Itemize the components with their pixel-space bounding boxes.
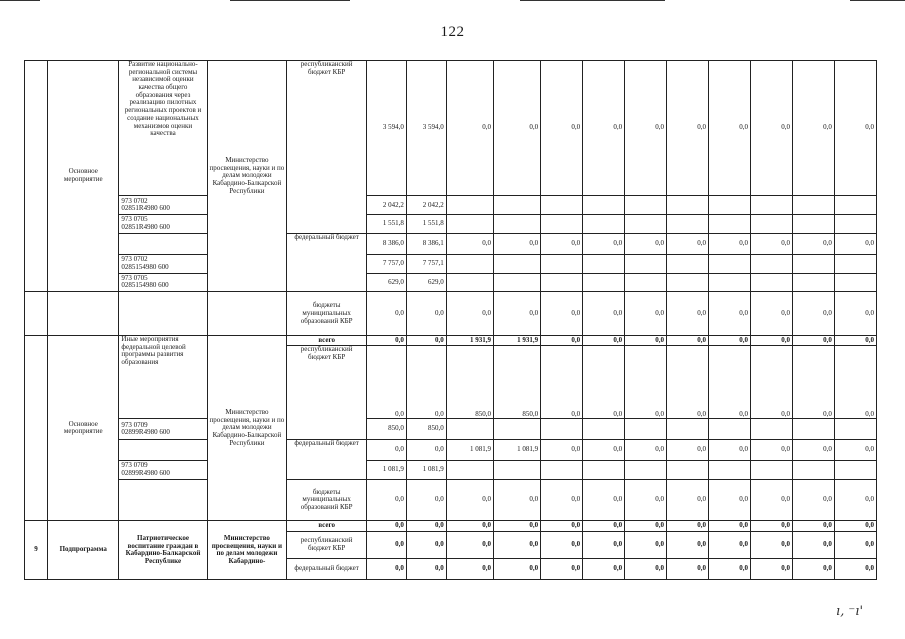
value-cell: 0,0 <box>792 531 834 558</box>
executor: Министерство просвещения, науки и по делам молодежи Кабардино-Балкарской Республики <box>207 336 287 521</box>
empty-cell <box>834 254 876 273</box>
empty-cell <box>667 273 709 292</box>
funding-source: бюджеты муниципальных образований КБР <box>287 292 367 336</box>
funding-source: федеральный бюджет <box>287 558 367 579</box>
top-rule-mid <box>230 0 350 1</box>
funding-source: республиканский бюджет КБР <box>287 346 367 440</box>
value-cell: 0,0 <box>367 346 407 419</box>
funding-source: бюджеты муниципальных образований КБР <box>287 479 367 521</box>
value-cell: 0,0 <box>792 521 834 531</box>
empty-cell <box>625 215 667 234</box>
value-cell: 0,0 <box>792 479 834 521</box>
table-row <box>25 292 877 336</box>
table-row <box>25 196 877 215</box>
empty-cell <box>25 292 48 336</box>
empty-cell <box>541 215 583 234</box>
empty-cell <box>541 196 583 215</box>
value-cell: 0,0 <box>541 292 583 336</box>
empty-cell <box>750 254 792 273</box>
measure-type: Основное мероприятие <box>48 336 119 521</box>
table-row <box>25 521 877 531</box>
value-cell: 0,0 <box>750 61 792 196</box>
value-cell: 0,0 <box>792 233 834 254</box>
empty-cell <box>446 196 493 215</box>
value-cell: 0,0 <box>583 61 625 196</box>
value-cell: 0,0 <box>709 336 751 346</box>
table-row <box>25 215 877 234</box>
empty-cell <box>119 292 207 336</box>
value-cell: 0,0 <box>709 61 751 196</box>
empty-cell <box>834 196 876 215</box>
empty-cell <box>493 215 540 234</box>
top-rule-left <box>0 0 40 1</box>
empty-cell <box>493 419 540 440</box>
empty-cell <box>119 440 207 461</box>
value-cell: 0,0 <box>446 233 493 254</box>
value-cell: 0,0 <box>667 521 709 531</box>
empty-cell <box>750 461 792 480</box>
value-cell: 0,0 <box>367 558 407 579</box>
value-cell: 0,0 <box>446 531 493 558</box>
empty-cell <box>709 273 751 292</box>
value-cell: 0,0 <box>541 233 583 254</box>
empty-cell <box>583 419 625 440</box>
empty-cell <box>750 419 792 440</box>
value-cell: 0,0 <box>446 292 493 336</box>
empty-cell <box>583 215 625 234</box>
empty-cell <box>583 273 625 292</box>
value-cell: 0,0 <box>406 336 446 346</box>
value-cell: 850,0 <box>406 419 446 440</box>
empty-cell <box>792 215 834 234</box>
value-cell: 0,0 <box>750 521 792 531</box>
value-cell: 0,0 <box>792 558 834 579</box>
value-cell: 0,0 <box>583 531 625 558</box>
value-cell: 8 386,1 <box>406 233 446 254</box>
empty-cell <box>667 196 709 215</box>
value-cell: 0,0 <box>493 233 540 254</box>
value-cell: 0,0 <box>367 440 407 461</box>
budget-code: 973 0709 02899R4980 600 <box>119 461 207 480</box>
handwritten-mark: ı‚ ⁻ı' <box>836 604 864 619</box>
budget-code: 973 0702 02851R4980 600 <box>119 196 207 215</box>
value-cell: 0,0 <box>709 233 751 254</box>
value-cell: 8 386,0 <box>367 233 407 254</box>
value-cell: 0,0 <box>834 346 876 419</box>
table-row <box>25 419 877 440</box>
budget-code: 973 0702 0285154980 600 <box>119 254 207 273</box>
value-cell: 0,0 <box>750 346 792 419</box>
budget-table <box>24 60 877 580</box>
value-cell: 0,0 <box>583 440 625 461</box>
value-cell: 0,0 <box>541 521 583 531</box>
table-row <box>25 440 877 461</box>
funding-source: всего <box>287 521 367 531</box>
empty-cell <box>667 254 709 273</box>
value-cell: 0,0 <box>667 336 709 346</box>
executor: Министерство просвещения, науки и по делам молодежи Кабардино- <box>207 521 287 580</box>
row-number: 9 <box>25 521 48 580</box>
funding-source: республиканский бюджет КБР <box>287 531 367 558</box>
empty-cell <box>493 273 540 292</box>
value-cell: 0,0 <box>667 233 709 254</box>
empty-cell <box>541 273 583 292</box>
value-cell: 0,0 <box>493 521 540 531</box>
value-cell: 0,0 <box>750 558 792 579</box>
value-cell: 850,0 <box>446 346 493 419</box>
value-cell: 0,0 <box>709 440 751 461</box>
empty-cell <box>446 273 493 292</box>
value-cell: 0,0 <box>834 292 876 336</box>
measure-name: Развитие национально-региональной системы независимой оценки качества общего образования через реализацию пилотных региональных проектов и создание национальных механизмов оценки качества <box>119 61 207 196</box>
executor: Министерство просвещения, науки и по делам молодежи Кабардино-Балкарской Республики <box>207 61 287 292</box>
empty-cell <box>583 196 625 215</box>
value-cell: 0,0 <box>493 479 540 521</box>
value-cell: 0,0 <box>406 346 446 419</box>
value-cell: 629,0 <box>406 273 446 292</box>
empty-cell <box>493 196 540 215</box>
value-cell: 2 042,2 <box>367 196 407 215</box>
value-cell: 0,0 <box>625 479 667 521</box>
empty-cell <box>541 461 583 480</box>
value-cell: 0,0 <box>583 336 625 346</box>
value-cell: 0,0 <box>625 336 667 346</box>
empty-cell <box>48 292 119 336</box>
empty-cell <box>792 419 834 440</box>
budget-code: 973 0705 0285154980 600 <box>119 273 207 292</box>
empty-cell <box>446 215 493 234</box>
empty-cell <box>709 215 751 234</box>
value-cell: 0,0 <box>583 233 625 254</box>
empty-cell <box>583 461 625 480</box>
value-cell: 0,0 <box>625 531 667 558</box>
value-cell: 0,0 <box>667 479 709 521</box>
empty-cell <box>792 254 834 273</box>
value-cell: 1 551,8 <box>406 215 446 234</box>
empty-cell <box>834 273 876 292</box>
empty-cell <box>792 461 834 480</box>
funding-source: всего <box>287 336 367 346</box>
empty-cell <box>446 419 493 440</box>
funding-source: федеральный бюджет <box>287 440 367 480</box>
value-cell: 0,0 <box>625 440 667 461</box>
value-cell: 0,0 <box>541 479 583 521</box>
measure-type: Основное мероприятие <box>48 61 119 292</box>
value-cell: 850,0 <box>493 346 540 419</box>
budget-code: 973 0709 02899R4980 600 <box>119 419 207 440</box>
value-cell: 0,0 <box>367 336 407 346</box>
value-cell: 7 757,1 <box>406 254 446 273</box>
value-cell: 0,0 <box>541 440 583 461</box>
value-cell: 0,0 <box>493 531 540 558</box>
measure-name: Иные мероприятия федеральной целевой программы развития образования <box>119 336 207 419</box>
value-cell: 0,0 <box>625 292 667 336</box>
value-cell: 0,0 <box>792 440 834 461</box>
value-cell: 0,0 <box>667 292 709 336</box>
empty-cell <box>834 461 876 480</box>
value-cell: 0,0 <box>709 558 751 579</box>
value-cell: 0,0 <box>792 61 834 196</box>
table-row <box>25 61 877 196</box>
value-cell: 1 081,9 <box>406 461 446 480</box>
value-cell: 0,0 <box>667 346 709 419</box>
value-cell: 0,0 <box>667 531 709 558</box>
value-cell: 0,0 <box>750 440 792 461</box>
value-cell: 0,0 <box>493 61 540 196</box>
value-cell: 0,0 <box>367 479 407 521</box>
value-cell: 0,0 <box>709 479 751 521</box>
value-cell: 0,0 <box>541 531 583 558</box>
value-cell: 0,0 <box>667 61 709 196</box>
value-cell: 1 931,9 <box>446 336 493 346</box>
value-cell: 1 081,9 <box>367 461 407 480</box>
value-cell: 850,0 <box>367 419 407 440</box>
value-cell: 0,0 <box>625 346 667 419</box>
value-cell: 0,0 <box>406 440 446 461</box>
value-cell: 0,0 <box>750 292 792 336</box>
value-cell: 0,0 <box>834 440 876 461</box>
empty-cell <box>834 215 876 234</box>
empty-cell <box>625 254 667 273</box>
empty-cell <box>493 461 540 480</box>
value-cell: 0,0 <box>367 521 407 531</box>
empty-cell <box>750 196 792 215</box>
table-row <box>25 233 877 254</box>
value-cell: 0,0 <box>792 292 834 336</box>
value-cell: 0,0 <box>834 521 876 531</box>
value-cell: 0,0 <box>493 558 540 579</box>
value-cell: 0,0 <box>625 233 667 254</box>
top-rule-right <box>520 0 665 1</box>
page-number: 122 <box>440 24 465 40</box>
value-cell: 0,0 <box>406 479 446 521</box>
value-cell: 0,0 <box>709 292 751 336</box>
value-cell: 0,0 <box>541 346 583 419</box>
value-cell: 0,0 <box>583 346 625 419</box>
empty-cell <box>541 254 583 273</box>
value-cell: 0,0 <box>792 336 834 346</box>
value-cell: 0,0 <box>834 336 876 346</box>
value-cell: 0,0 <box>667 558 709 579</box>
empty-cell <box>709 419 751 440</box>
empty-cell <box>834 419 876 440</box>
value-cell: 0,0 <box>667 440 709 461</box>
value-cell: 0,0 <box>834 479 876 521</box>
empty-cell <box>750 273 792 292</box>
value-cell: 0,0 <box>583 521 625 531</box>
value-cell: 0,0 <box>625 558 667 579</box>
value-cell: 1 931,9 <box>493 336 540 346</box>
table-row <box>25 479 877 521</box>
value-cell: 0,0 <box>750 531 792 558</box>
empty-cell <box>119 233 207 254</box>
empty-cell <box>625 419 667 440</box>
empty-cell <box>709 461 751 480</box>
empty-cell <box>709 254 751 273</box>
value-cell: 0,0 <box>834 61 876 196</box>
value-cell: 0,0 <box>583 558 625 579</box>
table-row <box>25 336 877 346</box>
value-cell: 0,0 <box>834 531 876 558</box>
value-cell: 0,0 <box>493 292 540 336</box>
value-cell: 1 551,8 <box>367 215 407 234</box>
empty-cell <box>446 461 493 480</box>
funding-source: федеральный бюджет <box>287 233 367 291</box>
table-row <box>25 273 877 292</box>
empty-cell <box>667 461 709 480</box>
value-cell: 0,0 <box>583 292 625 336</box>
empty-cell <box>792 273 834 292</box>
value-cell: 0,0 <box>583 479 625 521</box>
empty-cell <box>667 215 709 234</box>
value-cell: 629,0 <box>367 273 407 292</box>
value-cell: 7 757,0 <box>367 254 407 273</box>
measure-name: Патриотическое воспитание граждан в Кабардино-Балкарской Республике <box>119 521 207 580</box>
measure-type: Подпрограмма <box>48 521 119 580</box>
value-cell: 0,0 <box>446 479 493 521</box>
value-cell: 0,0 <box>709 531 751 558</box>
table-row <box>25 254 877 273</box>
value-cell: 2 042,2 <box>406 196 446 215</box>
empty-cell <box>119 479 207 521</box>
value-cell: 0,0 <box>406 521 446 531</box>
value-cell: 1 081,9 <box>493 440 540 461</box>
empty-cell <box>493 254 540 273</box>
empty-cell <box>625 273 667 292</box>
row-number <box>25 336 48 521</box>
value-cell: 0,0 <box>406 531 446 558</box>
value-cell: 3 594,0 <box>406 61 446 196</box>
value-cell: 0,0 <box>750 233 792 254</box>
value-cell: 0,0 <box>541 336 583 346</box>
empty-cell <box>583 254 625 273</box>
row-number <box>25 61 48 292</box>
value-cell: 0,0 <box>446 521 493 531</box>
value-cell: 0,0 <box>834 558 876 579</box>
empty-cell <box>625 196 667 215</box>
value-cell: 0,0 <box>709 521 751 531</box>
budget-code: 973 0705 02851R4980 600 <box>119 215 207 234</box>
table-row <box>25 461 877 480</box>
value-cell: 3 594,0 <box>367 61 407 196</box>
empty-cell <box>541 419 583 440</box>
value-cell: 0,0 <box>406 292 446 336</box>
value-cell: 0,0 <box>446 558 493 579</box>
value-cell: 0,0 <box>834 233 876 254</box>
funding-source: республиканский бюджет КБР <box>287 61 367 234</box>
value-cell: 0,0 <box>406 558 446 579</box>
empty-cell <box>709 196 751 215</box>
value-cell: 0,0 <box>367 531 407 558</box>
value-cell: 0,0 <box>446 61 493 196</box>
value-cell: 0,0 <box>541 61 583 196</box>
value-cell: 0,0 <box>625 521 667 531</box>
value-cell: 0,0 <box>792 346 834 419</box>
value-cell: 0,0 <box>367 292 407 336</box>
value-cell: 0,0 <box>750 336 792 346</box>
value-cell: 0,0 <box>541 558 583 579</box>
value-cell: 0,0 <box>625 61 667 196</box>
empty-cell <box>446 254 493 273</box>
empty-cell <box>792 196 834 215</box>
empty-cell <box>625 461 667 480</box>
top-rule-far-right <box>850 0 905 1</box>
value-cell: 0,0 <box>750 479 792 521</box>
empty-cell <box>750 215 792 234</box>
empty-cell <box>207 292 287 336</box>
empty-cell <box>667 419 709 440</box>
value-cell: 1 081,9 <box>446 440 493 461</box>
value-cell: 0,0 <box>709 346 751 419</box>
